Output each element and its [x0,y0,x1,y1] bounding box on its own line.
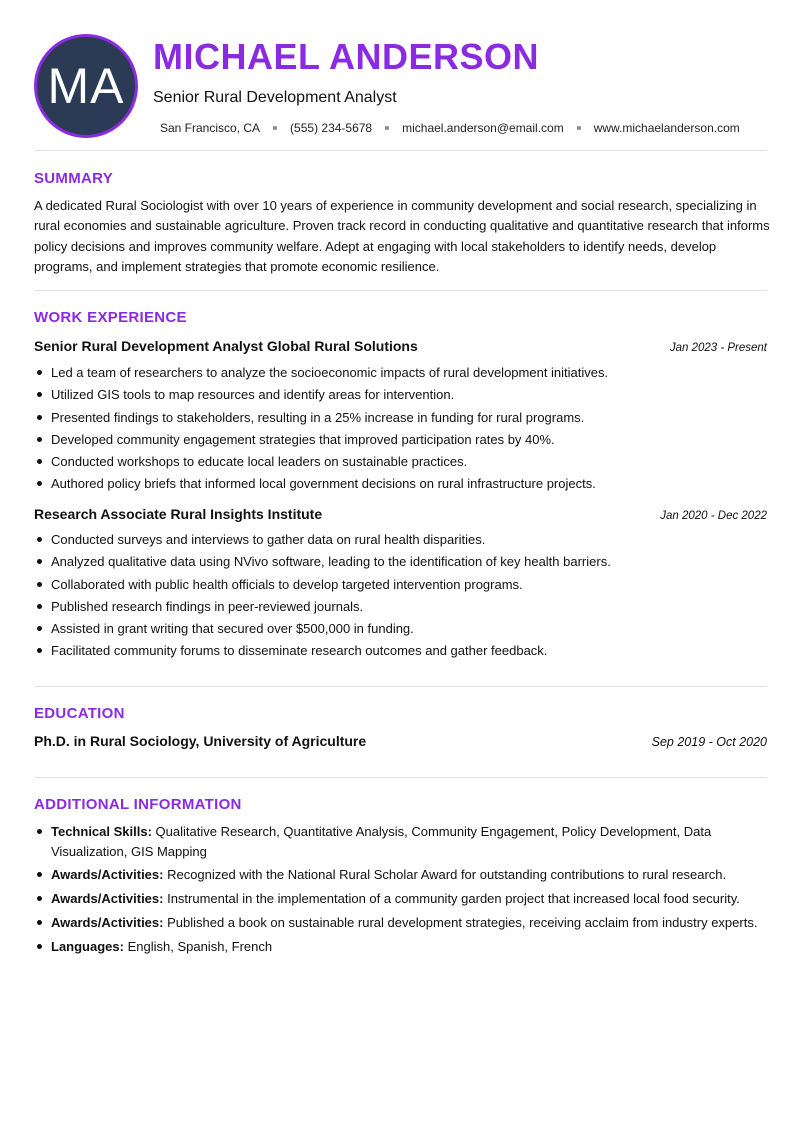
job-bullet-list [34,531,767,665]
section-divider [34,150,767,151]
resume-header [0,0,800,150]
job-header [34,338,767,354]
contact-location: San Francisco, CA [160,121,261,135]
info-text: Published a book on sustainable rural development strategies, receiving acclaim from industry experts. [163,914,758,930]
avatar-initials: MA [47,58,125,114]
section-divider [34,290,767,291]
info-text: Qualitative Research, Quantitative Analysis, Community Engagement, Policy Development, Data Visualization, GIS Mapping [51,824,712,859]
info-text: Instrumental in the implementation of a community garden project that increased local food security. [163,891,740,907]
job-bullet-list [34,364,767,498]
experience-heading: WORK EXPERIENCE [34,309,187,326]
education-entry [34,733,767,749]
info-item [34,822,767,861]
candidate-headline: Senior Rural Development Analyst [153,89,397,106]
contact-website[interactable]: www.michaelanderson.com [593,121,740,135]
job-title: Research Associate Rural Insights Institute [34,506,323,522]
info-label: Awards/Activities: [51,891,164,907]
contact-separator [577,126,581,130]
additional-info-list [34,822,767,960]
contact-email[interactable]: michael.anderson@email.com [402,121,564,135]
job-bullet: Developed community engagement strategies that improved participation rates by 40%. [34,431,767,448]
contact-separator [385,126,389,130]
section-divider [34,777,767,778]
info-item [34,913,767,933]
additional-info-heading: ADDITIONAL INFORMATION [34,796,242,813]
job-date: Jan 2020 - Dec 2022 [660,510,767,522]
summary-heading: SUMMARY [34,170,114,187]
candidate-name: MICHAEL ANDERSON [153,36,540,77]
job-date: Jan 2023 - Present [669,342,767,354]
info-text: Recognized with the National Rural Scholar Award for outstanding contributions to rural research. [163,867,727,883]
job-bullet: Conducted surveys and interviews to gather data on rural health disparities. [34,531,767,548]
job-bullet: Led a team of researchers to analyze the socioeconomic impacts of rural development initiatives. [34,364,767,381]
info-text: English, Spanish, French [123,938,273,954]
contact-separator [273,126,277,130]
info-label: Languages: [51,938,124,954]
job-bullet: Published research findings in peer-reviewed journals. [34,598,767,615]
job-header [34,506,767,522]
job-bullet: Presented findings to stakeholders, resulting in a 25% increase in funding for rural programs. [34,409,767,426]
job-bullet: Assisted in grant writing that secured over $500,000 in funding. [34,620,767,637]
contact-row [160,121,740,135]
avatar [34,34,138,138]
job-bullet: Conducted workshops to educate local leaders on sustainable practices. [34,453,767,470]
education-date: Sep 2019 - Oct 2020 [651,735,767,749]
info-item [34,889,767,909]
info-label: Awards/Activities: [51,914,164,930]
section-divider [34,686,767,687]
summary-text: A dedicated Rural Sociologist with over 10 years of experience in community development and social research, specializing in rural economies and sustainable agriculture. Proven track record in conducting qualitative and quantitative research that informs policy decisions and improves community welfare. Adept at engaging with local stakeholders to identify needs, develop programs, and implement strategies that promote economic resilience. [34,198,770,274]
info-label: Awards/Activities: [51,867,164,883]
job-bullet: Authored policy briefs that informed local government decisions on rural infrastructure projects. [34,475,767,492]
job-bullet: Facilitated community forums to disseminate research outcomes and gather feedback. [34,642,767,659]
job-bullet: Utilized GIS tools to map resources and identify areas for intervention. [34,386,767,403]
education-degree: Ph.D. in Rural Sociology, University of Agriculture [34,733,367,749]
info-label: Technical Skills: [51,824,152,839]
job-title: Senior Rural Development Analyst Global Rural Solutions [34,338,418,354]
contact-phone[interactable]: (555) 234-5678 [290,121,373,135]
education-heading: EDUCATION [34,705,125,722]
job-bullet: Analyzed qualitative data using NVivo software, leading to the identification of key health barriers. [34,553,767,570]
info-item [34,937,767,957]
info-item [34,865,767,885]
job-bullet: Collaborated with public health officials to develop targeted intervention programs. [34,576,767,593]
